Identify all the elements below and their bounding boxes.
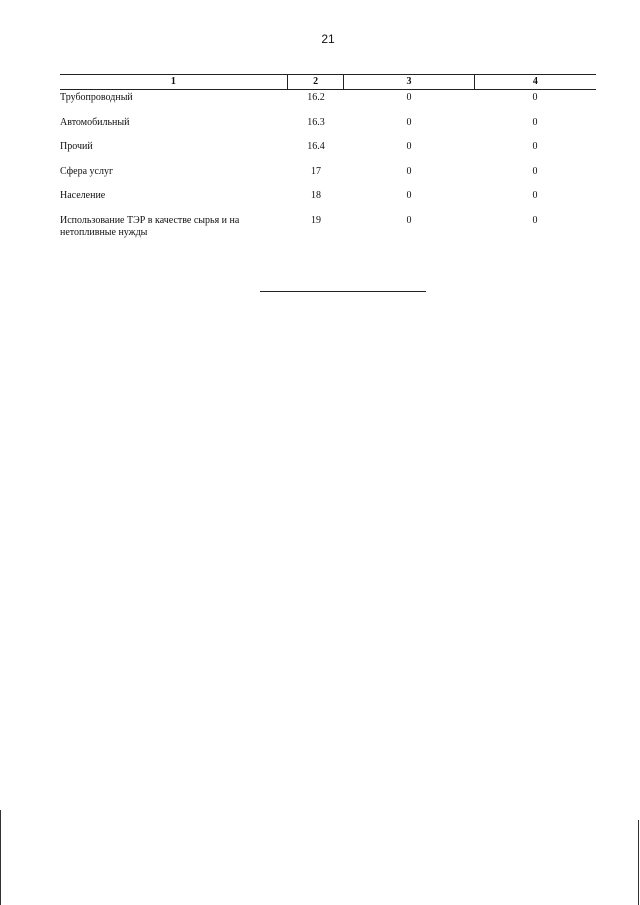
row-name: Автомобильный bbox=[60, 116, 130, 128]
row-value-col3: 0 bbox=[406, 92, 412, 103]
scan-edge-mark-left bbox=[0, 810, 1, 905]
row-code: 16.2 bbox=[307, 92, 325, 103]
end-of-table-rule bbox=[260, 291, 426, 292]
row-value-col4: 0 bbox=[532, 116, 538, 128]
table-row bbox=[60, 139, 596, 164]
row-value-col3: 0 bbox=[406, 141, 412, 152]
row-value-col3: 0 bbox=[406, 214, 412, 226]
column-header-1: 1 bbox=[170, 76, 176, 87]
table-row bbox=[60, 164, 596, 189]
row-name: Сфера услуг bbox=[60, 165, 114, 177]
row-value-col4: 0 bbox=[532, 92, 538, 103]
table-header-row bbox=[60, 75, 596, 90]
page-number: 21 bbox=[321, 32, 335, 46]
row-value-col4: 0 bbox=[532, 165, 538, 177]
row-code: 17 bbox=[311, 165, 321, 177]
row-value-col4: 0 bbox=[532, 214, 538, 226]
row-value-col3: 0 bbox=[406, 116, 412, 128]
row-name: Прочий bbox=[60, 141, 93, 152]
column-header-2: 2 bbox=[287, 75, 344, 89]
row-name: Использование ТЭР в качестве сырья и на нетопливные нужды bbox=[60, 214, 240, 238]
row-code: 19 bbox=[311, 214, 321, 226]
row-value-col4: 0 bbox=[532, 190, 538, 201]
row-name: Трубопроводный bbox=[60, 92, 133, 103]
row-value-col3: 0 bbox=[406, 165, 412, 177]
scan-edge-mark-right bbox=[638, 820, 639, 905]
table-row bbox=[60, 213, 596, 239]
row-name: Население bbox=[60, 190, 106, 201]
row-code: 18 bbox=[311, 190, 321, 201]
column-header-3: 3 bbox=[343, 75, 474, 89]
row-code: 16.3 bbox=[307, 116, 325, 128]
row-code: 16.4 bbox=[307, 141, 325, 152]
table-row bbox=[60, 115, 596, 140]
table-row bbox=[60, 90, 596, 115]
row-value-col4: 0 bbox=[532, 141, 538, 152]
row-value-col3: 0 bbox=[406, 190, 412, 201]
column-header-4: 4 bbox=[532, 76, 538, 87]
data-table bbox=[60, 74, 596, 239]
table-row bbox=[60, 188, 596, 213]
